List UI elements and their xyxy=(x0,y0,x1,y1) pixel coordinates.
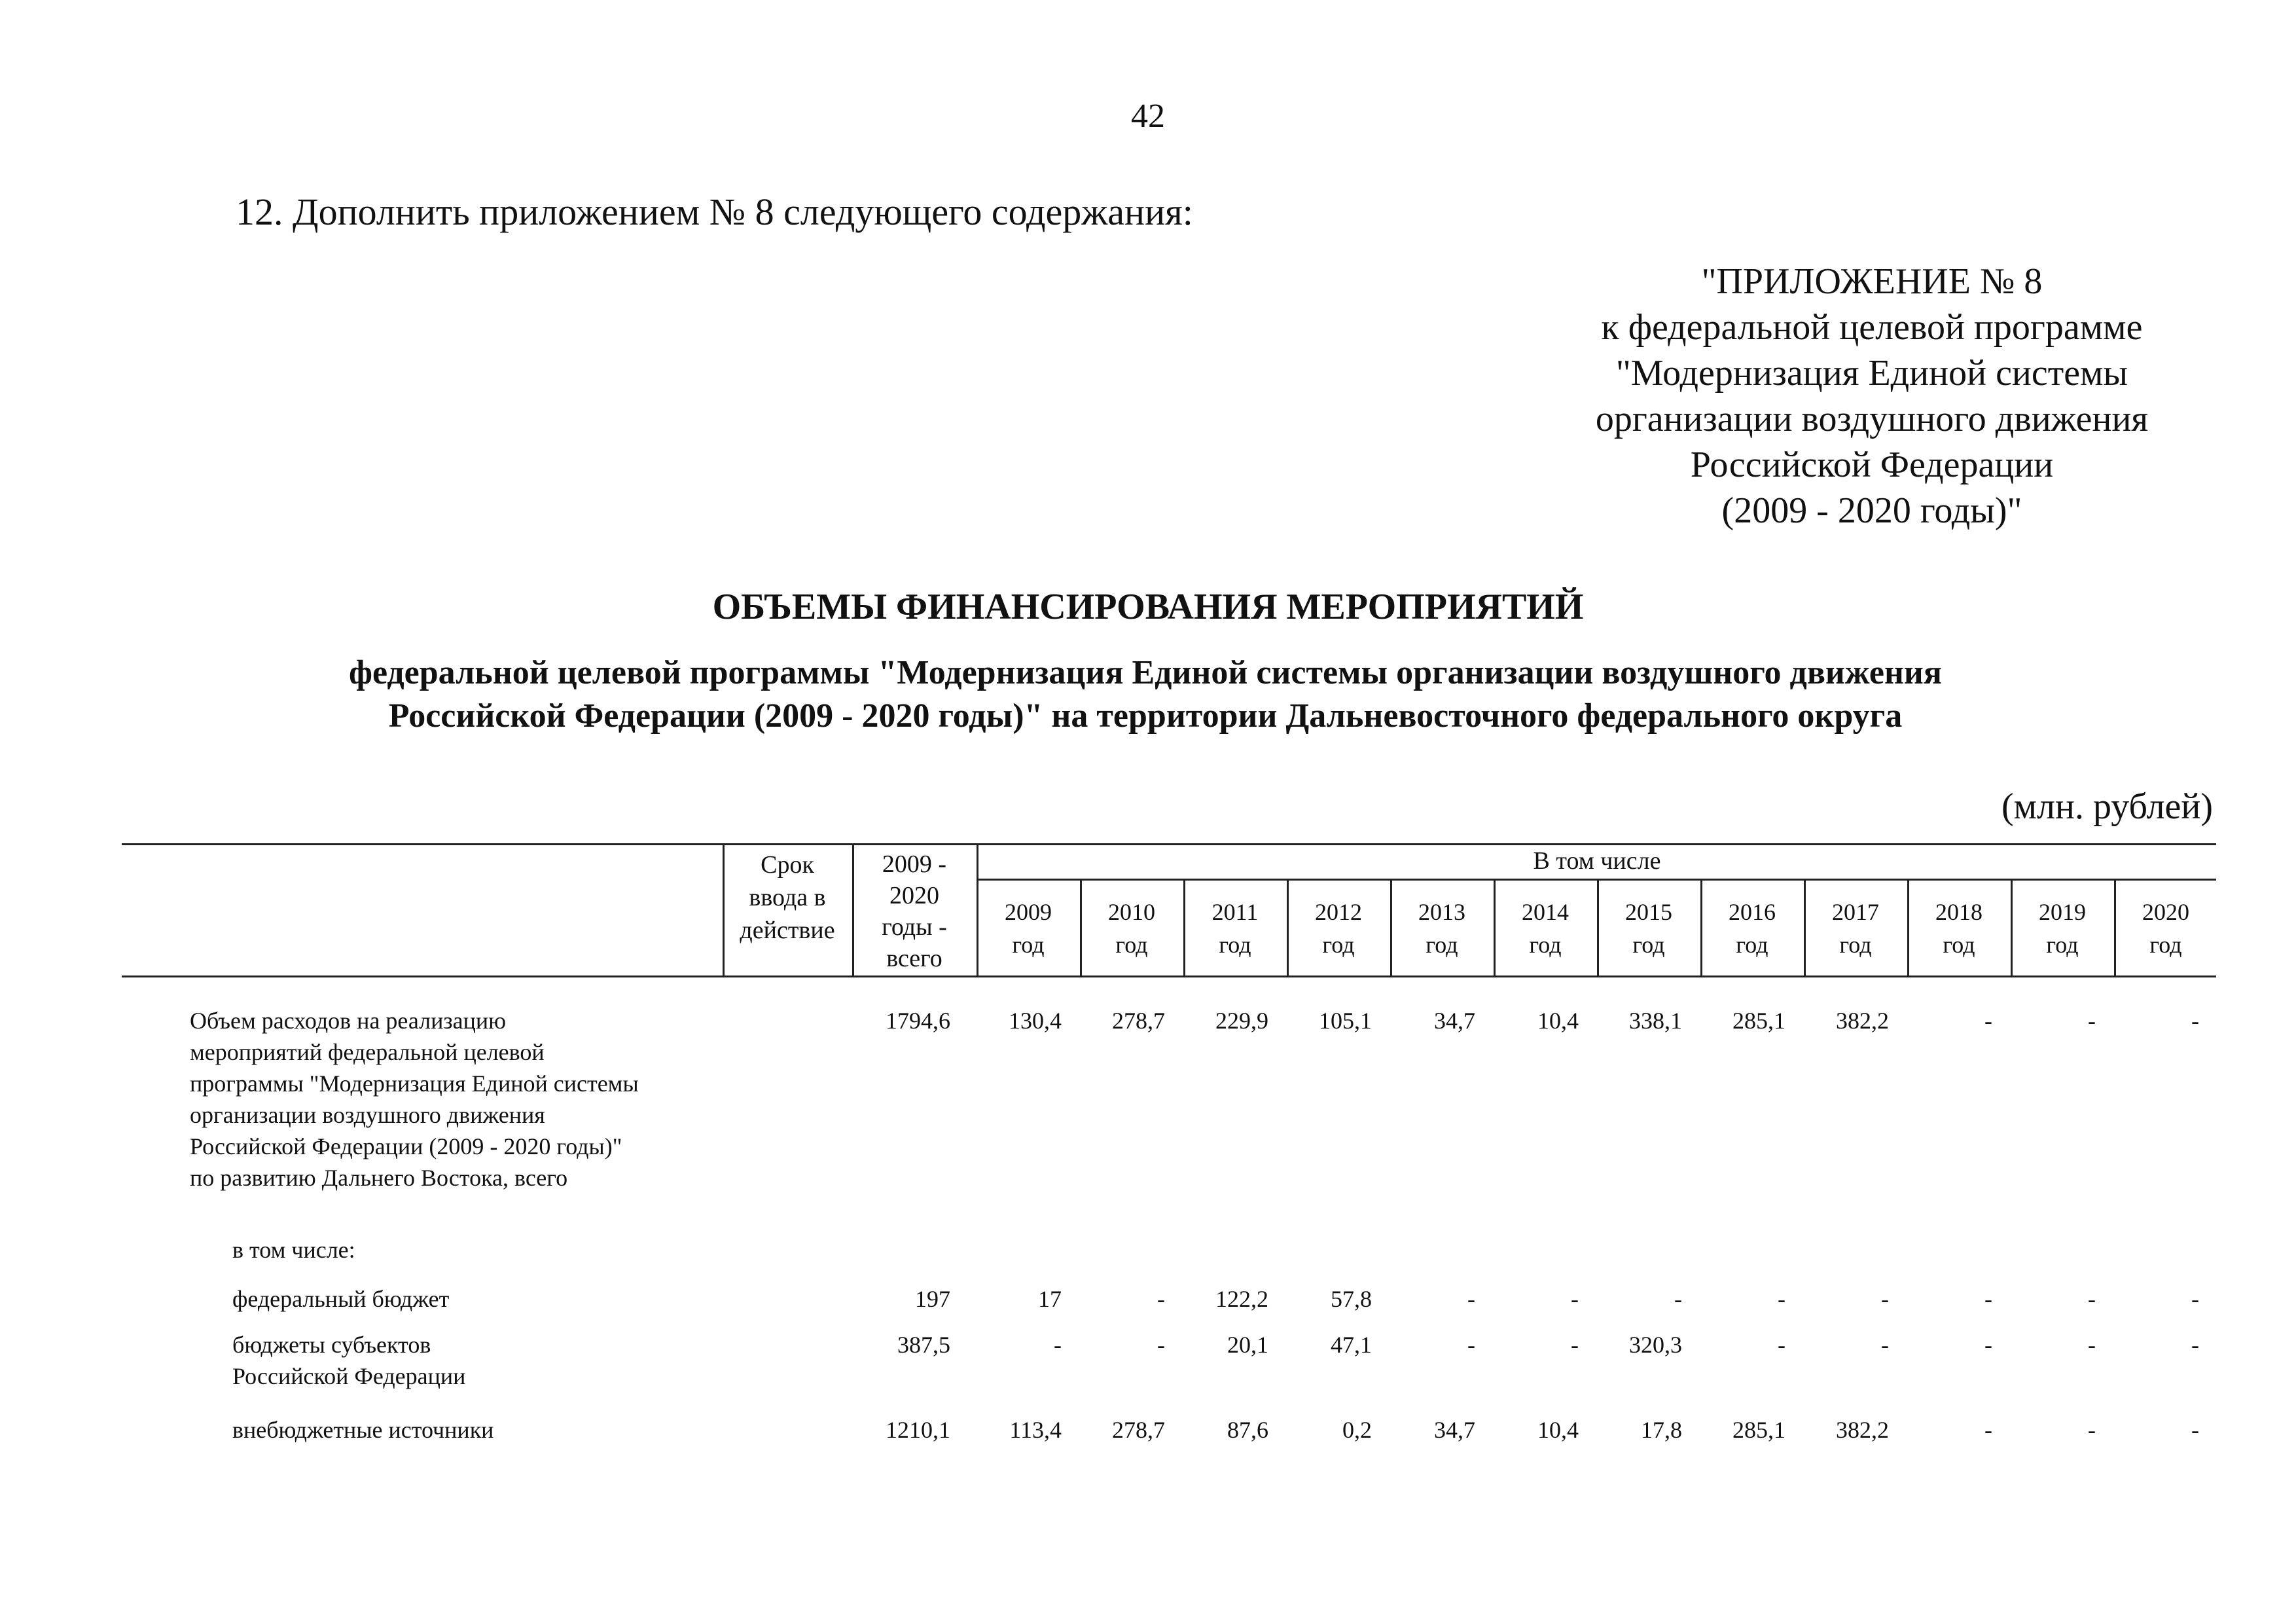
row-year-value: 87,6 xyxy=(1227,1417,1268,1443)
header-total-line: 2020 xyxy=(889,882,939,909)
row-year-value: 10,4 xyxy=(1537,1008,1579,1034)
header-year-suffix: год xyxy=(1529,932,1562,958)
row-label-line: Российской Федерации xyxy=(232,1363,466,1389)
table-group-divider xyxy=(977,879,2216,881)
header-year xyxy=(1186,896,1284,961)
row-year-value: - xyxy=(1778,1332,1785,1358)
row-year-value: 0,2 xyxy=(1342,1417,1372,1443)
row-year-value: - xyxy=(1778,1286,1785,1312)
appendix-line: к федеральной целевой программе xyxy=(1601,307,2143,348)
table-column-divider xyxy=(1183,879,1185,976)
header-term xyxy=(723,848,852,947)
header-year-suffix: год xyxy=(1115,932,1148,958)
row-year-value: 57,8 xyxy=(1331,1286,1372,1312)
table-column-divider xyxy=(1804,879,1806,976)
row-label-line: бюджеты субъектов xyxy=(232,1332,431,1358)
header-year-suffix: год xyxy=(1426,932,1458,958)
row-year-value: - xyxy=(2191,1332,2199,1358)
row-year-value: 285,1 xyxy=(1732,1417,1785,1443)
header-year-number: 2017 xyxy=(1832,899,1879,925)
header-year-number: 2011 xyxy=(1211,899,1259,925)
row-label-line: Объем расходов на реализацию xyxy=(190,1008,506,1034)
row-label-line: программы "Модернизация Единой системы xyxy=(190,1070,639,1097)
row-year-value: 10,4 xyxy=(1537,1417,1579,1443)
header-year xyxy=(1806,896,1905,961)
row-label xyxy=(232,1234,355,1266)
table-column-divider xyxy=(1907,879,1909,976)
header-total-line: 2009 - xyxy=(882,850,947,878)
header-year-suffix: год xyxy=(1839,932,1872,958)
row-year-value: 34,7 xyxy=(1434,1417,1475,1443)
header-year-number: 2010 xyxy=(1108,899,1155,925)
row-year-value: - xyxy=(1571,1332,1579,1358)
header-year-number: 2014 xyxy=(1522,899,1569,925)
row-year-value: 338,1 xyxy=(1629,1008,1682,1034)
row-year-value: - xyxy=(2191,1417,2199,1443)
row-year-value: 17,8 xyxy=(1641,1417,1682,1443)
row-year-value: 17 xyxy=(1038,1286,1062,1312)
row-year-value: 34,7 xyxy=(1434,1008,1475,1034)
row-year-value: - xyxy=(1984,1332,1992,1358)
row-year-value: 229,9 xyxy=(1215,1008,1268,1034)
document-title: ОБЪЕМЫ ФИНАНСИРОВАНИЯ МЕРОПРИЯТИЙ xyxy=(712,587,1584,627)
header-year xyxy=(1910,896,2008,961)
table-column-divider xyxy=(1494,879,1496,976)
row-year-value: - xyxy=(1157,1286,1165,1312)
table-column-divider xyxy=(1287,879,1289,976)
header-year-number: 2016 xyxy=(1729,899,1776,925)
row-label-line: Российской Федерации (2009 - 2020 годы)" xyxy=(190,1133,622,1159)
row-year-value: - xyxy=(1467,1286,1475,1312)
row-year-value: - xyxy=(1157,1332,1165,1358)
row-year-value: 130,4 xyxy=(1009,1008,1062,1034)
row-label-line: мероприятий федеральной целевой xyxy=(190,1039,545,1065)
table-column-divider xyxy=(1700,879,1702,976)
header-year-suffix: год xyxy=(2149,932,2182,958)
appendix-heading xyxy=(1545,259,2199,534)
row-year-value: - xyxy=(1984,1417,1992,1443)
row-total: 197 xyxy=(915,1286,950,1312)
header-year-suffix: год xyxy=(2046,932,2079,958)
row-label-line: организации воздушного движения xyxy=(190,1102,545,1128)
subtitle-line: Российской Федерации (2009 - 2020 годы)" на территории Дальневосточного федерального округа xyxy=(388,697,1903,735)
row-total: 1210,1 xyxy=(886,1417,950,1443)
row-year-value: 278,7 xyxy=(1112,1417,1165,1443)
row-year-value: 47,1 xyxy=(1331,1332,1372,1358)
header-year xyxy=(1496,896,1594,961)
header-year-number: 2015 xyxy=(1625,899,1672,925)
header-term-line: действие xyxy=(740,917,835,944)
table-column-divider xyxy=(1080,879,1082,976)
row-year-value: - xyxy=(2088,1332,2096,1358)
row-total: 1794,6 xyxy=(886,1008,950,1034)
row-total: 387,5 xyxy=(897,1332,950,1358)
row-year-value: - xyxy=(2088,1286,2096,1312)
row-year-value: - xyxy=(1984,1008,1992,1034)
row-year-value: - xyxy=(1054,1332,1062,1358)
header-year xyxy=(979,896,1077,961)
document-subtitle xyxy=(164,651,2127,738)
row-year-value: 20,1 xyxy=(1227,1332,1268,1358)
row-label-line: по развитию Дальнего Востока, всего xyxy=(190,1165,568,1191)
row-label xyxy=(232,1283,449,1315)
table-column-divider xyxy=(2011,879,2013,976)
row-year-value: - xyxy=(1467,1332,1475,1358)
header-year-suffix: год xyxy=(1012,932,1045,958)
intro-paragraph: 12. Дополнить приложением № 8 следующего содержания: xyxy=(236,191,1193,233)
row-label-line: внебюджетные источники xyxy=(232,1417,494,1443)
header-year-suffix: год xyxy=(1322,932,1355,958)
table-column-divider xyxy=(1390,879,1392,976)
row-year-value: 382,2 xyxy=(1836,1008,1889,1034)
row-year-value: 320,3 xyxy=(1629,1332,1682,1358)
appendix-line: Российской Федерации xyxy=(1690,445,2054,485)
row-year-value: - xyxy=(2191,1286,2199,1312)
row-year-value: 105,1 xyxy=(1319,1008,1372,1034)
row-label-line: федеральный бюджет xyxy=(232,1286,450,1312)
row-year-value: - xyxy=(1881,1332,1889,1358)
header-total-line: годы - xyxy=(882,913,947,941)
header-year-number: 2020 xyxy=(2142,899,2189,925)
row-label-line: в том числе: xyxy=(232,1237,355,1263)
row-label xyxy=(232,1329,465,1392)
header-year-suffix: год xyxy=(1943,932,1975,958)
header-year xyxy=(1703,896,1801,961)
row-year-value: - xyxy=(1571,1286,1579,1312)
units-label: (млн. рублей) xyxy=(2001,786,2213,827)
row-year-value: - xyxy=(1881,1286,1889,1312)
table-column-divider xyxy=(2114,879,2116,976)
appendix-line: (2009 - 2020 годы)" xyxy=(1721,490,2022,531)
table-column-divider xyxy=(1597,879,1599,976)
header-year xyxy=(1289,896,1388,961)
row-year-value: 382,2 xyxy=(1836,1417,1889,1443)
header-year-number: 2009 xyxy=(1005,899,1052,925)
page-number: 42 xyxy=(1131,98,1165,135)
header-year-suffix: год xyxy=(1736,932,1768,958)
subtitle-line: федеральной целевой программы "Модернизация Единой системы организации воздушного движения xyxy=(348,654,1943,691)
header-year-number: 2019 xyxy=(2039,899,2086,925)
header-year xyxy=(2117,896,2215,961)
header-year-suffix: год xyxy=(1632,932,1665,958)
table-header-bottom-border xyxy=(122,976,2216,977)
row-year-value: 285,1 xyxy=(1732,1008,1785,1034)
appendix-line: "ПРИЛОЖЕНИЕ № 8 xyxy=(1701,261,2043,302)
header-total xyxy=(852,848,977,974)
header-group: В том числе xyxy=(1533,847,1661,875)
row-year-value: 122,2 xyxy=(1215,1286,1268,1312)
header-year xyxy=(1600,896,1698,961)
row-year-value: - xyxy=(2191,1008,2199,1034)
header-year-number: 2018 xyxy=(1935,899,1982,925)
appendix-line: организации воздушного движения xyxy=(1595,399,2149,439)
header-year xyxy=(1083,896,1181,961)
row-year-value: 113,4 xyxy=(1009,1417,1062,1443)
row-year-value: - xyxy=(1674,1286,1682,1312)
row-label xyxy=(190,1005,639,1194)
header-year-number: 2012 xyxy=(1315,899,1362,925)
row-year-value: - xyxy=(2088,1417,2096,1443)
header-total-line: всего xyxy=(886,945,942,972)
header-year xyxy=(1393,896,1491,961)
header-year-number: 2013 xyxy=(1418,899,1465,925)
row-year-value: - xyxy=(2088,1008,2096,1034)
header-term-line: ввода в xyxy=(749,884,826,911)
header-term-line: Срок xyxy=(761,851,814,879)
header-year-suffix: год xyxy=(1219,932,1251,958)
row-label xyxy=(232,1414,493,1446)
appendix-line: "Модернизация Единой системы xyxy=(1615,353,2128,393)
row-year-value: - xyxy=(1984,1286,1992,1312)
header-year xyxy=(2013,896,2111,961)
row-year-value: 278,7 xyxy=(1112,1008,1165,1034)
